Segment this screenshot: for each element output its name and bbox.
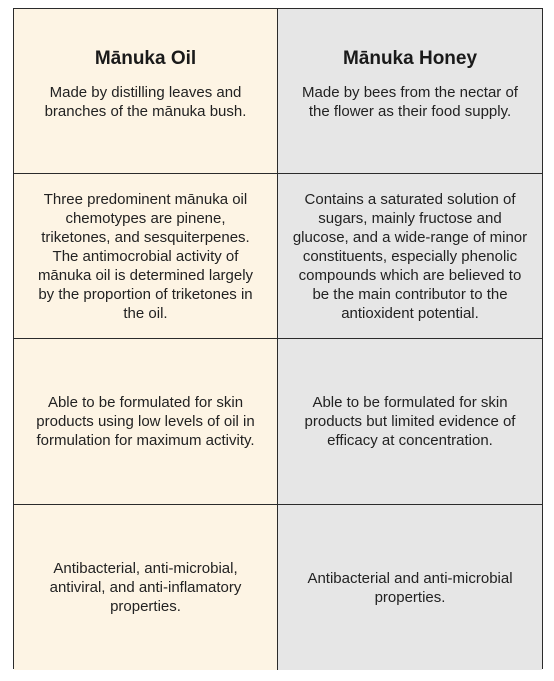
oil-formulation-text: Able to be formulated for skin products using low levels of oil in formulation for maximum activity. — [36, 394, 255, 449]
oil-header-cell — [14, 9, 278, 174]
comparison-table — [13, 8, 543, 669]
honey-formulation-text: Able to be formulated for skin products but limited evidence of efficacy at concentration. — [304, 394, 516, 449]
oil-properties-text: Antibacterial, anti-microbial, antiviral, and anti-inflamatory properties. — [49, 560, 242, 615]
honey-properties-text: Antibacterial and anti-microbial properties. — [307, 569, 513, 606]
oil-composition-text: Three predominent mānuka oil chemotypes are pinene, triketones, and sesquiterpenes. The antimocrobial activity of mānuka oil is determined largely by the proportion of triketones in the oil. — [37, 190, 254, 322]
oil-formulation-cell — [14, 339, 278, 505]
oil-origin-text: Made by distilling leaves and branches of the mānuka bush. — [44, 84, 247, 120]
honey-formulation-cell — [278, 339, 542, 505]
oil-column-title: Mānuka Oil — [94, 48, 197, 69]
honey-composition-cell — [278, 174, 542, 339]
honey-header-cell — [278, 9, 542, 174]
honey-column-title: Mānuka Honey — [342, 48, 478, 69]
honey-origin-text: Made by bees from the nectar of the flower as their food supply. — [302, 84, 518, 120]
oil-properties-cell — [14, 505, 278, 670]
honey-composition-text: Contains a saturated solution of sugars, mainly fructose and glucose, and a wide-range of minor constituents, especially phenolic compounds which are believed to be the main contributor to the antioxident potential. — [292, 190, 528, 322]
oil-composition-cell — [14, 174, 278, 339]
honey-properties-cell — [278, 505, 542, 670]
